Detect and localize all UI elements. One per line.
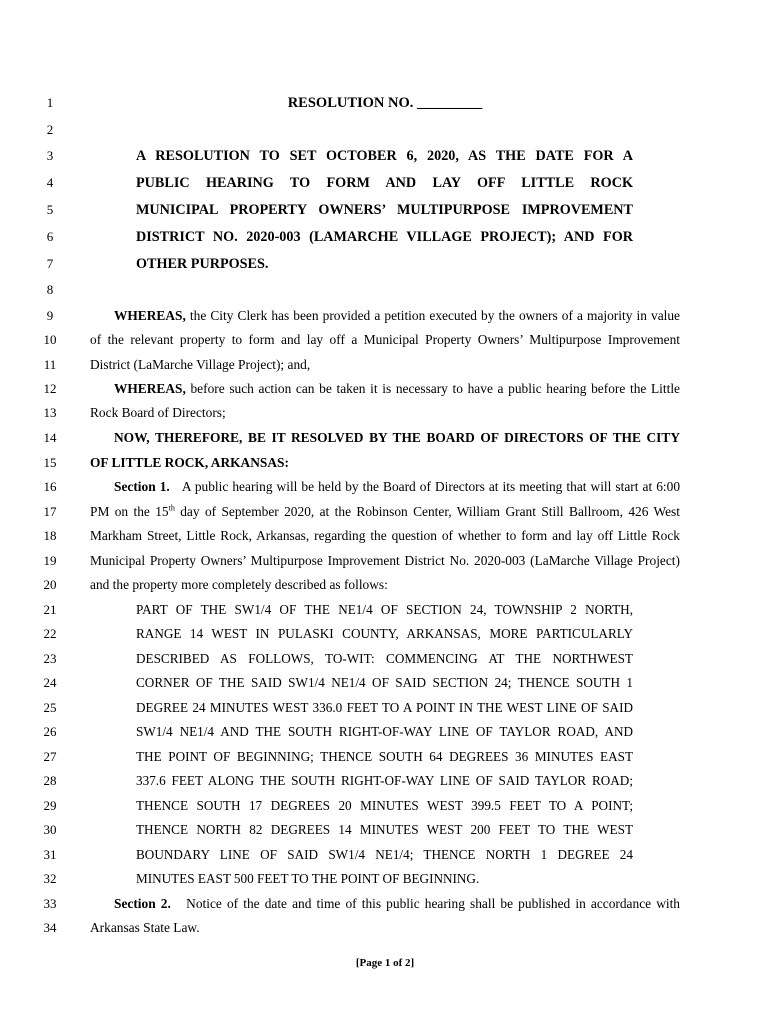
title-line: PUBLIC HEARING TO FORM AND LAY OFF LITTLE ROCK bbox=[136, 175, 633, 191]
line-number: 15 bbox=[43, 455, 57, 470]
legal-line: 337.6 FEET ALONG THE SOUTH RIGHT-OF-WAY LINE OF SAID TAYLOR ROAD; bbox=[136, 773, 633, 788]
line-number: 34 bbox=[43, 920, 57, 935]
resolved-line-1: NOW, THEREFORE, BE IT RESOLVED BY THE BOARD OF DIRECTORS OF THE CITY bbox=[114, 430, 680, 445]
whereas-label: WHEREAS, bbox=[114, 308, 186, 323]
line-number: 24 bbox=[43, 675, 57, 690]
line-number: 17 bbox=[43, 504, 57, 519]
line-number: 5 bbox=[46, 202, 54, 217]
title-line: OTHER PURPOSES. bbox=[136, 256, 269, 272]
line-number: 20 bbox=[43, 577, 57, 592]
legal-line: BOUNDARY LINE OF SAID SW1/4 NE1/4; THENCE NORTH 1 DEGREE 24 bbox=[136, 847, 633, 862]
line-number: 2 bbox=[46, 122, 54, 137]
line-number: 26 bbox=[43, 724, 57, 739]
title-line: DISTRICT NO. 2020-003 (LAMARCHE VILLAGE PROJECT); AND FOR bbox=[136, 229, 633, 245]
line-number: 4 bbox=[46, 175, 54, 190]
section-1-line-4: Municipal Property Owners’ Multipurpose Improvement District No. 2020-003 (LaMarche Village Project) bbox=[90, 553, 680, 568]
legal-line: PART OF THE SW1/4 OF THE NE1/4 OF SECTION 24, TOWNSHIP 2 NORTH, bbox=[136, 602, 633, 617]
line-number: 19 bbox=[43, 553, 57, 568]
line-number: 16 bbox=[43, 479, 57, 494]
whereas-1-line-1: WHEREAS, the City Clerk has been provided a petition executed by the owners of a majority in value bbox=[114, 308, 680, 323]
legal-line: MINUTES EAST 500 FEET TO THE POINT OF BEGINNING. bbox=[136, 871, 480, 886]
line-number: 14 bbox=[43, 430, 57, 445]
line-number: 29 bbox=[43, 798, 57, 813]
line-number: 27 bbox=[43, 749, 57, 764]
section-1-line-1: Section 1. A public hearing will be held by the Board of Directors at its meeting that will start at 6:00 bbox=[114, 479, 681, 494]
legal-line: CORNER OF THE SAID SW1/4 NE1/4 OF SAID SECTION 24; THENCE SOUTH 1 bbox=[136, 675, 633, 690]
legal-line: SW1/4 NE1/4 AND THE SOUTH RIGHT-OF-WAY LINE OF TAYLOR ROAD, AND bbox=[136, 724, 633, 739]
line-number: 18 bbox=[43, 528, 57, 543]
whereas-label: WHEREAS, bbox=[114, 381, 186, 396]
whereas-2-line-1: WHEREAS, before such action can be taken it is necessary to have a public hearing before the Little bbox=[114, 381, 680, 396]
line-number: 3 bbox=[46, 148, 54, 163]
section-2-label: Section 2. bbox=[114, 896, 171, 911]
whereas-1-line-3: District (LaMarche Village Project); and, bbox=[90, 357, 311, 372]
line-number: 8 bbox=[46, 282, 54, 297]
legal-line: DESCRIBED AS FOLLOWS, TO-WIT: COMMENCING AT THE NORTHWEST bbox=[136, 651, 633, 666]
line-number: 22 bbox=[43, 626, 57, 641]
line-number: 10 bbox=[43, 332, 57, 347]
line-number: 7 bbox=[46, 256, 54, 271]
section-1-line-3: Markham Street, Little Rock, Arkansas, regarding the question of whether to form and lay off Little Rock bbox=[90, 528, 680, 543]
line-number: 28 bbox=[43, 773, 57, 788]
resolution-heading: RESOLUTION NO. _________ bbox=[287, 95, 483, 111]
title-line: MUNICIPAL PROPERTY OWNERS’ MULTIPURPOSE IMPROVEMENT bbox=[136, 202, 633, 218]
section-1-label: Section 1. bbox=[114, 479, 170, 494]
legal-line: THE POINT OF BEGINNING; THENCE SOUTH 64 DEGREES 36 MINUTES EAST bbox=[136, 749, 633, 764]
legal-line: DEGREE 24 MINUTES WEST 336.0 FEET TO A POINT IN THE WEST LINE OF SAID bbox=[136, 700, 633, 715]
line-number: 30 bbox=[43, 822, 57, 837]
section-1-line-2: PM on the 15th day of September 2020, at the Robinson Center, William Grant Still Ballroom, 426 West bbox=[90, 503, 680, 519]
line-number: 12 bbox=[43, 381, 57, 396]
section-2-line-1: Section 2. Notice of the date and time of this public hearing shall be published in accordance with bbox=[114, 896, 681, 911]
line-number: 13 bbox=[43, 405, 57, 420]
line-number: 31 bbox=[43, 847, 57, 862]
line-number: 33 bbox=[43, 896, 57, 911]
line-number: 1 bbox=[46, 95, 54, 110]
resolved-line-2: OF LITTLE ROCK, ARKANSAS: bbox=[90, 455, 289, 470]
line-number: 32 bbox=[43, 871, 57, 886]
legal-line: RANGE 14 WEST IN PULASKI COUNTY, ARKANSAS, MORE PARTICULARLY bbox=[136, 626, 633, 641]
title-line: A RESOLUTION TO SET OCTOBER 6, 2020, AS THE DATE FOR A bbox=[136, 148, 633, 164]
legal-line: THENCE SOUTH 17 DEGREES 20 MINUTES WEST 399.5 FEET TO A POINT; bbox=[136, 798, 633, 813]
legal-line: THENCE NORTH 82 DEGREES 14 MINUTES WEST 200 FEET TO THE WEST bbox=[136, 822, 633, 837]
page-footer: [Page 1 of 2] bbox=[355, 957, 415, 969]
section-2-line-2: Arkansas State Law. bbox=[90, 920, 200, 935]
line-number: 9 bbox=[46, 308, 54, 323]
section-1-line-5: and the property more completely described as follows: bbox=[90, 577, 388, 592]
line-number: 21 bbox=[43, 602, 57, 617]
whereas-2-line-2: Rock Board of Directors; bbox=[90, 405, 226, 420]
line-number: 6 bbox=[46, 229, 54, 244]
line-number: 23 bbox=[43, 651, 57, 666]
line-number: 11 bbox=[43, 357, 57, 372]
whereas-1-line-2: of the relevant property to form and lay off a Municipal Property Owners’ Multipurpose Improvement bbox=[90, 332, 680, 347]
line-number: 25 bbox=[43, 700, 57, 715]
